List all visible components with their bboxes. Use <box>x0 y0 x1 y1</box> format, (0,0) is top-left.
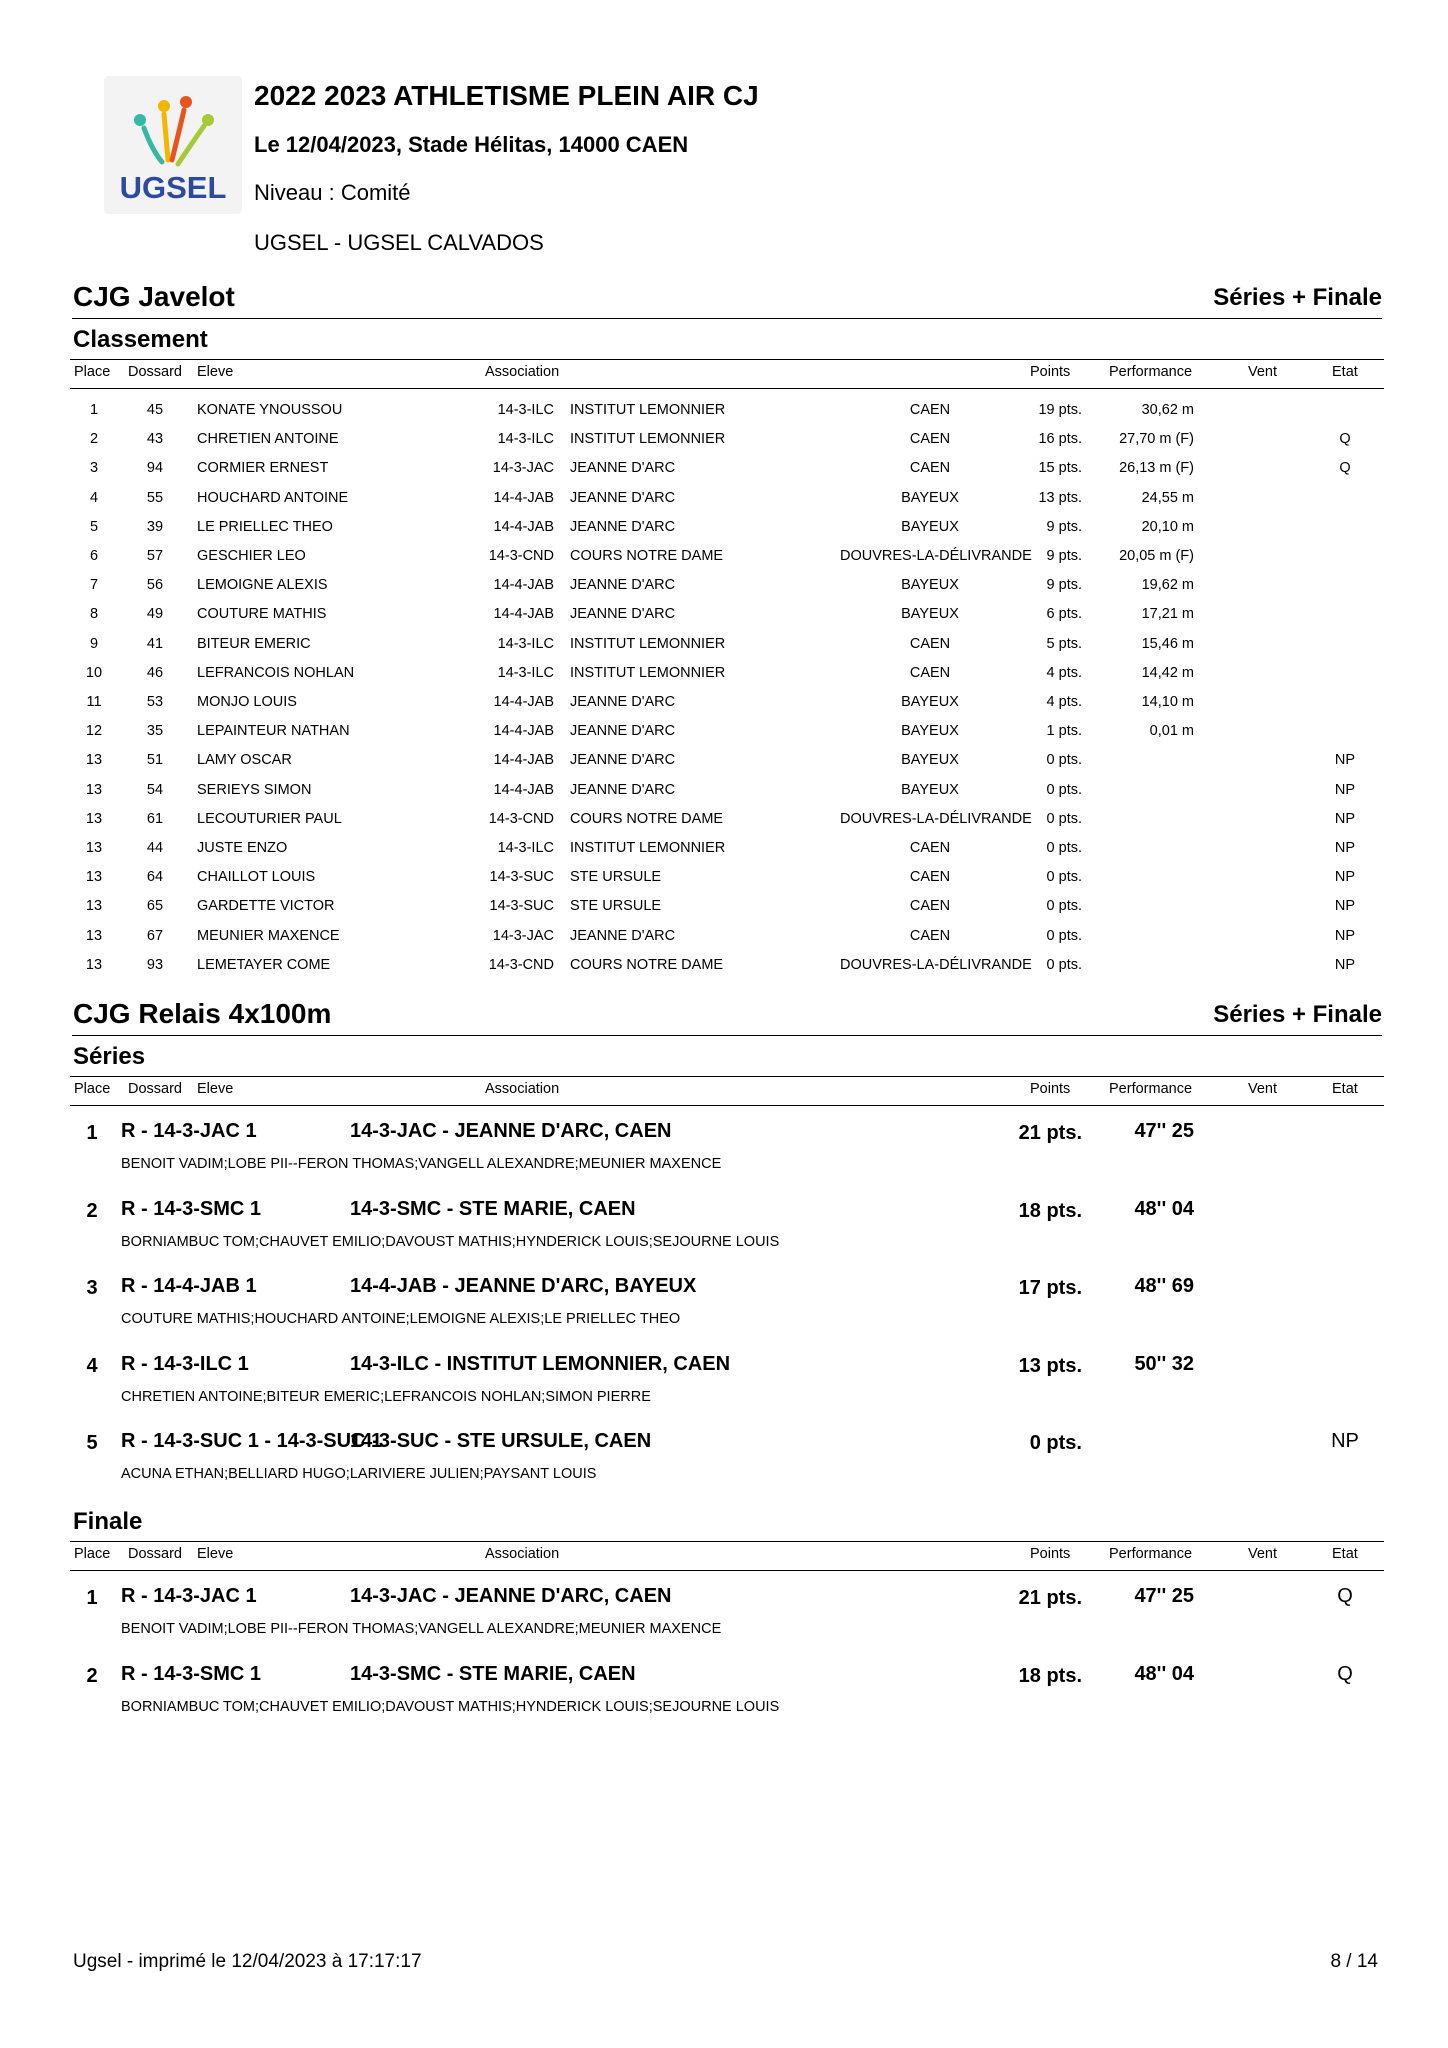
city: BAYEUX <box>901 606 959 623</box>
team-name: R - 14-3-ILC 1 <box>121 1352 249 1375</box>
place: 8 <box>89 606 99 623</box>
association-name: INSTITUT LEMONNIER <box>570 635 726 652</box>
dossard: 41 <box>146 635 164 652</box>
city: BAYEUX <box>901 752 959 769</box>
eleve-name: LEPAINTEUR NATHAN <box>197 723 350 740</box>
association-code: 14-3-ILC <box>497 635 554 652</box>
table-row <box>0 922 1448 951</box>
place: 10 <box>85 664 103 681</box>
col-place: Place <box>74 1546 111 1562</box>
col-association: Association <box>485 1081 560 1097</box>
city: BAYEUX <box>901 518 959 535</box>
place: 13 <box>85 898 103 915</box>
place: 5 <box>86 1432 98 1454</box>
association-code: 14-3-ILC <box>497 840 554 856</box>
points: 0 pts. <box>1046 927 1082 944</box>
association-name: JEANNE D'ARC <box>570 489 676 506</box>
relais-format: Séries + Finale <box>1213 1001 1382 1028</box>
association-name: 14-3-JAC - JEANNE D'ARC, CAEN <box>350 1585 672 1607</box>
points: 16 pts. <box>1038 431 1082 448</box>
points: 0 pts. <box>1046 956 1082 973</box>
print-timestamp: Ugsel - imprimé le 12/04/2023 à 17:17:17 <box>73 1951 422 1972</box>
eleve-name: LEFRANCOIS NOHLAN <box>197 664 355 681</box>
dossard: 53 <box>146 694 164 710</box>
level-label: Niveau : Comité <box>254 180 411 205</box>
eleve-name: MONJO LOUIS <box>197 694 297 710</box>
team-name: R - 14-3-SMC 1 <box>121 1662 262 1685</box>
association-name: JEANNE D'ARC <box>570 781 676 798</box>
table-row <box>0 454 1448 483</box>
ugsel-logo-icon <box>104 76 242 214</box>
city: CAEN <box>909 840 951 856</box>
table-row <box>0 425 1448 454</box>
place: 13 <box>85 927 103 944</box>
team-members: BENOIT VADIM;LOBE PII--FERON THOMAS;VANGELL ALEXANDRE;MEUNIER MAXENCE <box>121 1621 722 1637</box>
place: 12 <box>85 723 103 740</box>
city: BAYEUX <box>901 489 959 506</box>
status: Q <box>1339 460 1351 477</box>
association-code: 14-4-JAB <box>493 723 554 740</box>
dossard: 35 <box>146 723 164 740</box>
city: CAEN <box>909 664 951 681</box>
eleve-name: KONATE YNOUSSOU <box>197 402 343 418</box>
status: NP <box>1334 927 1356 944</box>
eleve-name: MEUNIER MAXENCE <box>197 927 340 944</box>
relay-row <box>0 1428 1448 1504</box>
place: 13 <box>85 752 103 769</box>
performance: 20,05 m (F) <box>1119 548 1194 564</box>
table-row <box>0 484 1448 513</box>
table-row <box>0 805 1448 834</box>
city: CAEN <box>909 927 951 944</box>
place: 13 <box>85 869 103 886</box>
place: 2 <box>86 1664 98 1687</box>
association-name: JEANNE D'ARC <box>570 460 676 477</box>
col-performance: Performance <box>1109 364 1193 380</box>
table-row <box>0 892 1448 921</box>
points: 0 pts. <box>1046 781 1082 798</box>
points: 17 pts. <box>1018 1277 1082 1299</box>
points: 13 pts. <box>1038 489 1082 506</box>
city: DOUVRES-LA-DÉLIVRANDE <box>840 956 1032 973</box>
points: 5 pts. <box>1046 635 1082 652</box>
col-points: Points <box>1030 364 1071 380</box>
col-performance: Performance <box>1109 1546 1193 1562</box>
association-code: 14-4-JAB <box>493 752 554 769</box>
points: 19 pts. <box>1038 402 1082 418</box>
table-row <box>0 717 1448 746</box>
association-name: INSTITUT LEMONNIER <box>570 664 726 681</box>
points: 4 pts. <box>1046 664 1082 681</box>
place: 11 <box>86 694 102 710</box>
status: NP <box>1331 1430 1359 1452</box>
performance: 30,62 m <box>1141 402 1194 418</box>
place: 5 <box>89 518 99 535</box>
association-name: INSTITUT LEMONNIER <box>570 840 726 856</box>
place: 4 <box>89 489 99 506</box>
association-name: 14-3-SMC - STE MARIE, CAEN <box>350 1662 636 1685</box>
points: 9 pts. <box>1046 548 1082 564</box>
city: BAYEUX <box>901 577 959 594</box>
event-date-location: Le 12/04/2023, Stade Hélitas, 14000 CAEN <box>254 132 689 157</box>
status: Q <box>1337 1662 1353 1685</box>
dossard: 61 <box>146 810 164 827</box>
association-code: 14-3-CND <box>488 548 554 564</box>
association-name: STE URSULE <box>570 869 662 886</box>
city: CAEN <box>909 869 951 886</box>
table-row <box>0 863 1448 892</box>
dossard: 64 <box>146 869 164 886</box>
association-name: JEANNE D'ARC <box>570 518 676 535</box>
place: 13 <box>85 840 103 856</box>
dossard: 49 <box>146 606 164 623</box>
dossard: 54 <box>146 781 164 798</box>
city: CAEN <box>909 431 951 448</box>
performance: 14,42 m <box>1141 664 1194 681</box>
col-etat: Etat <box>1332 1081 1358 1097</box>
dossard: 57 <box>146 548 164 564</box>
performance: 47'' 25 <box>1134 1120 1194 1142</box>
col-performance: Performance <box>1109 1081 1193 1097</box>
city: CAEN <box>909 402 951 418</box>
association-name: 14-4-JAB - JEANNE D'ARC, BAYEUX <box>350 1275 697 1297</box>
col-dossard: Dossard <box>128 1546 182 1562</box>
table-row <box>0 571 1448 600</box>
section-divider <box>72 318 1382 319</box>
col-place: Place <box>74 1081 111 1097</box>
performance: 0,01 m <box>1149 723 1194 740</box>
association-code: 14-3-SUC <box>489 869 554 886</box>
table-row <box>0 600 1448 629</box>
team-name: R - 14-3-SUC 1 - 14-3-SUC 1 <box>121 1430 383 1452</box>
association-code: 14-4-JAB <box>493 606 554 623</box>
organisation-label: UGSEL - UGSEL CALVADOS <box>254 230 544 255</box>
eleve-name: GARDETTE VICTOR <box>197 898 335 915</box>
section-divider <box>72 1035 1382 1036</box>
table-row <box>0 834 1448 863</box>
association-name: JEANNE D'ARC <box>570 752 676 769</box>
points: 21 pts. <box>1018 1122 1082 1144</box>
dossard: 44 <box>146 840 164 856</box>
points: 18 pts. <box>1018 1199 1082 1222</box>
table-row <box>0 688 1448 717</box>
relay-row <box>0 1583 1448 1659</box>
dossard: 43 <box>146 431 164 448</box>
table-row <box>0 951 1448 980</box>
series-table-header <box>70 1076 1384 1106</box>
col-points: Points <box>1030 1546 1071 1562</box>
points: 0 pts. <box>1029 1432 1082 1454</box>
association-code: 14-4-JAB <box>493 781 554 798</box>
dossard: 55 <box>146 489 164 506</box>
eleve-name: SERIEYS SIMON <box>197 781 312 798</box>
points: 0 pts. <box>1046 869 1082 886</box>
performance: 48'' 04 <box>1134 1197 1194 1220</box>
association-code: 14-3-ILC <box>497 402 554 418</box>
place: 1 <box>86 1122 98 1144</box>
association-code: 14-3-SUC <box>489 898 554 915</box>
place: 2 <box>86 1199 98 1222</box>
col-vent: Vent <box>1248 1546 1278 1562</box>
eleve-name: LAMY OSCAR <box>197 752 292 769</box>
place: 1 <box>86 1587 98 1609</box>
eleve-name: CHAILLOT LOUIS <box>197 869 316 886</box>
team-members: CHRETIEN ANTOINE;BITEUR EMERIC;LEFRANCOIS NOHLAN;SIMON PIERRE <box>121 1388 651 1405</box>
eleve-name: HOUCHARD ANTOINE <box>197 489 349 506</box>
classement-subtitle: Classement <box>73 326 208 353</box>
association-code: 14-3-ILC <box>497 431 554 448</box>
col-dossard: Dossard <box>128 364 182 380</box>
col-place: Place <box>74 364 111 380</box>
eleve-name: COUTURE MATHIS <box>197 606 327 623</box>
table-row <box>0 513 1448 542</box>
dossard: 94 <box>146 460 164 477</box>
col-association: Association <box>485 1546 560 1562</box>
place: 9 <box>89 635 99 652</box>
status: Q <box>1339 431 1351 448</box>
association-name: COURS NOTRE DAME <box>570 810 724 827</box>
relay-row <box>0 1351 1448 1427</box>
status: Q <box>1337 1585 1353 1607</box>
performance: 15,46 m <box>1141 635 1194 652</box>
city: BAYEUX <box>901 723 959 740</box>
performance: 48'' 69 <box>1134 1275 1194 1297</box>
performance: 26,13 m (F) <box>1119 460 1194 477</box>
dossard: 46 <box>146 664 164 681</box>
place: 13 <box>85 781 103 798</box>
performance: 20,10 m <box>1141 518 1194 535</box>
status: NP <box>1334 781 1356 798</box>
performance: 48'' 04 <box>1134 1662 1194 1685</box>
col-etat: Etat <box>1332 1546 1358 1562</box>
team-name: R - 14-3-SMC 1 <box>121 1197 262 1220</box>
team-members: BORNIAMBUC TOM;CHAUVET EMILIO;DAVOUST MATHIS;HYNDERICK LOUIS;SEJOURNE LOUIS <box>121 1698 780 1715</box>
association-name: JEANNE D'ARC <box>570 606 676 623</box>
place: 6 <box>89 548 99 564</box>
performance: 14,10 m <box>1141 694 1194 710</box>
points: 13 pts. <box>1018 1354 1082 1377</box>
city: BAYEUX <box>901 694 959 710</box>
eleve-name: BITEUR EMERIC <box>197 635 311 652</box>
dossard: 67 <box>146 927 164 944</box>
col-eleve: Eleve <box>197 364 234 380</box>
city: CAEN <box>909 635 951 652</box>
table-row <box>0 396 1448 425</box>
points: 0 pts. <box>1046 752 1082 769</box>
association-name: 14-3-SMC - STE MARIE, CAEN <box>350 1197 636 1220</box>
relay-row <box>0 1196 1448 1272</box>
team-name: R - 14-3-JAC 1 <box>121 1585 257 1607</box>
ugsel-logo <box>104 76 242 214</box>
association-code: 14-4-JAB <box>493 577 554 594</box>
table-row <box>0 542 1448 571</box>
place: 3 <box>89 460 99 477</box>
place: 3 <box>86 1277 98 1299</box>
association-code: 14-3-ILC <box>497 664 554 681</box>
association-name: INSTITUT LEMONNIER <box>570 402 726 418</box>
performance: 27,70 m (F) <box>1119 431 1194 448</box>
relais-section-title: CJG Relais 4x100m <box>73 998 332 1029</box>
points: 0 pts. <box>1046 898 1082 915</box>
association-code: 14-3-CND <box>488 956 554 973</box>
eleve-name: LE PRIELLEC THEO <box>197 518 333 535</box>
status: NP <box>1334 810 1356 827</box>
city: CAEN <box>909 898 951 915</box>
finale-subtitle: Finale <box>73 1508 143 1535</box>
status: NP <box>1334 898 1356 915</box>
col-eleve: Eleve <box>197 1546 234 1562</box>
page-title: 2022 2023 ATHLETISME PLEIN AIR CJ <box>254 80 759 111</box>
team-members: COUTURE MATHIS;HOUCHARD ANTOINE;LEMOIGNE ALEXIS;LE PRIELLEC THEO <box>121 1311 681 1327</box>
dossard: 93 <box>146 956 164 973</box>
status: NP <box>1334 840 1356 856</box>
place: 1 <box>89 402 99 418</box>
performance: 47'' 25 <box>1134 1585 1194 1607</box>
points: 6 pts. <box>1046 606 1082 623</box>
dossard: 56 <box>146 577 164 594</box>
points: 1 pts. <box>1046 723 1082 740</box>
dossard: 45 <box>146 402 164 418</box>
javelot-section-title: CJG Javelot <box>73 281 235 312</box>
eleve-name: LEMETAYER COME <box>197 956 331 973</box>
association-code: 14-4-JAB <box>493 694 554 710</box>
relay-row <box>0 1661 1448 1737</box>
association-name: 14-3-JAC - JEANNE D'ARC, CAEN <box>350 1120 672 1142</box>
page-number: 8 / 14 <box>1330 1951 1378 1972</box>
eleve-name: CHRETIEN ANTOINE <box>197 431 339 448</box>
dossard: 65 <box>146 898 164 915</box>
col-association: Association <box>485 364 560 380</box>
city: CAEN <box>909 460 951 477</box>
points: 15 pts. <box>1038 460 1082 477</box>
city: BAYEUX <box>901 781 959 798</box>
finale-table-header <box>70 1541 1384 1571</box>
association-name: COURS NOTRE DAME <box>570 956 724 973</box>
col-etat: Etat <box>1332 364 1358 380</box>
col-vent: Vent <box>1248 1081 1278 1097</box>
association-code: 14-4-JAB <box>493 518 554 535</box>
col-points: Points <box>1030 1081 1071 1097</box>
team-members: BORNIAMBUC TOM;CHAUVET EMILIO;DAVOUST MATHIS;HYNDERICK LOUIS;SEJOURNE LOUIS <box>121 1233 780 1250</box>
eleve-name: JUSTE ENZO <box>197 840 288 856</box>
association-name: JEANNE D'ARC <box>570 927 676 944</box>
points: 18 pts. <box>1018 1664 1082 1687</box>
performance: 19,62 m <box>1141 577 1194 594</box>
points: 0 pts. <box>1046 810 1082 827</box>
team-name: R - 14-3-JAC 1 <box>121 1120 257 1142</box>
status: NP <box>1334 752 1356 769</box>
table-row <box>0 746 1448 775</box>
team-members: BENOIT VADIM;LOBE PII--FERON THOMAS;VANGELL ALEXANDRE;MEUNIER MAXENCE <box>121 1156 722 1172</box>
performance: 17,21 m <box>1141 606 1194 623</box>
dossard: 39 <box>146 518 164 535</box>
status: NP <box>1334 869 1356 886</box>
city: DOUVRES-LA-DÉLIVRANDE <box>840 548 1032 564</box>
eleve-name: LECOUTURIER PAUL <box>197 810 342 827</box>
association-name: STE URSULE <box>570 898 662 915</box>
points: 9 pts. <box>1046 577 1082 594</box>
svg-text:UGSEL: UGSEL <box>119 170 227 205</box>
series-subtitle: Séries <box>73 1043 146 1070</box>
javelot-table-header <box>70 359 1384 389</box>
place: 13 <box>85 810 103 827</box>
place: 7 <box>89 577 99 594</box>
table-row <box>0 776 1448 805</box>
team-name: R - 14-4-JAB 1 <box>121 1275 257 1297</box>
association-code: 14-3-JAC <box>492 460 554 477</box>
table-row <box>0 659 1448 688</box>
performance: 24,55 m <box>1141 489 1194 506</box>
association-name: COURS NOTRE DAME <box>570 548 724 564</box>
association-name: JEANNE D'ARC <box>570 723 676 740</box>
association-name: INSTITUT LEMONNIER <box>570 431 726 448</box>
col-dossard: Dossard <box>128 1081 182 1097</box>
points: 9 pts. <box>1046 518 1082 535</box>
points: 21 pts. <box>1018 1587 1082 1609</box>
table-row <box>0 630 1448 659</box>
points: 0 pts. <box>1046 840 1082 856</box>
place: 4 <box>86 1354 98 1377</box>
javelot-format: Séries + Finale <box>1213 284 1382 311</box>
city: DOUVRES-LA-DÉLIVRANDE <box>840 810 1032 827</box>
eleve-name: LEMOIGNE ALEXIS <box>197 577 328 594</box>
relay-row <box>0 1118 1448 1194</box>
place: 13 <box>85 956 103 973</box>
association-name: 14-3-ILC - INSTITUT LEMONNIER, CAEN <box>350 1352 731 1375</box>
association-name: JEANNE D'ARC <box>570 577 676 594</box>
association-code: 14-4-JAB <box>493 489 554 506</box>
col-vent: Vent <box>1248 364 1278 380</box>
association-name: JEANNE D'ARC <box>570 694 676 710</box>
association-code: 14-3-CND <box>488 810 554 827</box>
eleve-name: GESCHIER LEO <box>197 548 306 564</box>
association-name: 14-3-SUC - STE URSULE, CAEN <box>350 1430 652 1452</box>
performance: 50'' 32 <box>1134 1352 1194 1375</box>
place: 2 <box>89 431 99 448</box>
eleve-name: CORMIER ERNEST <box>197 460 329 477</box>
status: NP <box>1334 956 1356 973</box>
association-code: 14-3-JAC <box>492 927 554 944</box>
relay-row <box>0 1273 1448 1349</box>
dossard: 51 <box>146 752 164 769</box>
team-members: ACUNA ETHAN;BELLIARD HUGO;LARIVIERE JULIEN;PAYSANT LOUIS <box>121 1466 597 1482</box>
points: 4 pts. <box>1046 694 1082 710</box>
col-eleve: Eleve <box>197 1081 234 1097</box>
